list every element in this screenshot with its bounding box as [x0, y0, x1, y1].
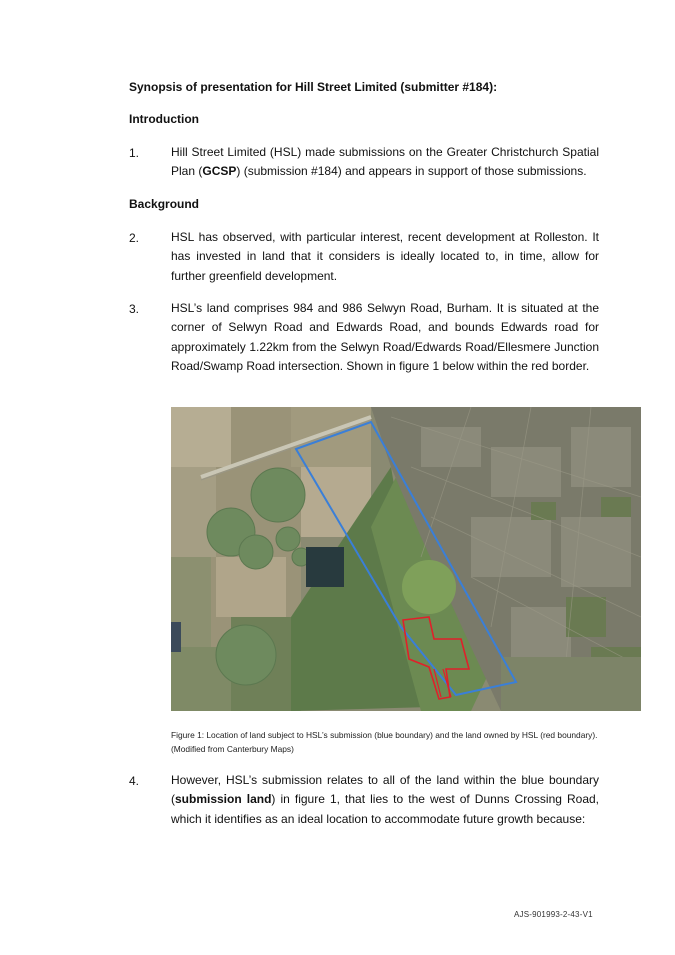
- para-1: Hill Street Limited (HSL) made submissions on the Greater Christchurch Spatial Plan (GCSP) (submission #184) and appears in support of those submissions.: [171, 145, 599, 179]
- para-4-number: 4.: [129, 774, 140, 788]
- para-1-number: 1.: [129, 146, 140, 160]
- para-3: HSL’s land comprises 984 and 986 Selwyn Road, Burham. It is situated at the corner of Selwyn Road and Edwards Road, and bounds Edwards road for approximately 1.22km from the Selwyn Road/Edwards Road/Ellesmere Junction Road/Swamp Road intersection. Shown in figure 1 below within the red border.: [171, 301, 599, 373]
- para-2: HSL has observed, with particular interest, recent development at Rolleston. It has invested in land that it considers is ideally located to, in time, allow for further greenfield development.: [171, 230, 599, 283]
- document-reference: AJS-901993-2-43-V1: [514, 910, 593, 919]
- para-3-number: 3.: [129, 302, 140, 316]
- para-4: However, HSL’s submission relates to all of the land within the blue boundary (submission land) in figure 1, that lies to the west of Dunns Crossing Road, which it identifies as an ideal location to accommodate future growth because:: [171, 773, 599, 826]
- aerial-map-figure: [171, 407, 641, 711]
- para-2-number: 2.: [129, 231, 140, 245]
- document-title: Synopsis of presentation for Hill Street Limited (submitter #184):: [129, 80, 498, 94]
- aerial-map: [171, 407, 641, 711]
- heading-introduction: Introduction: [129, 112, 199, 126]
- heading-background: Background: [129, 197, 200, 211]
- figure-caption: Figure 1: Location of land subject to HSL’s submission (blue boundary) and the land owned by HSL (red boundary). (Modified from Canterbury Maps): [171, 730, 598, 754]
